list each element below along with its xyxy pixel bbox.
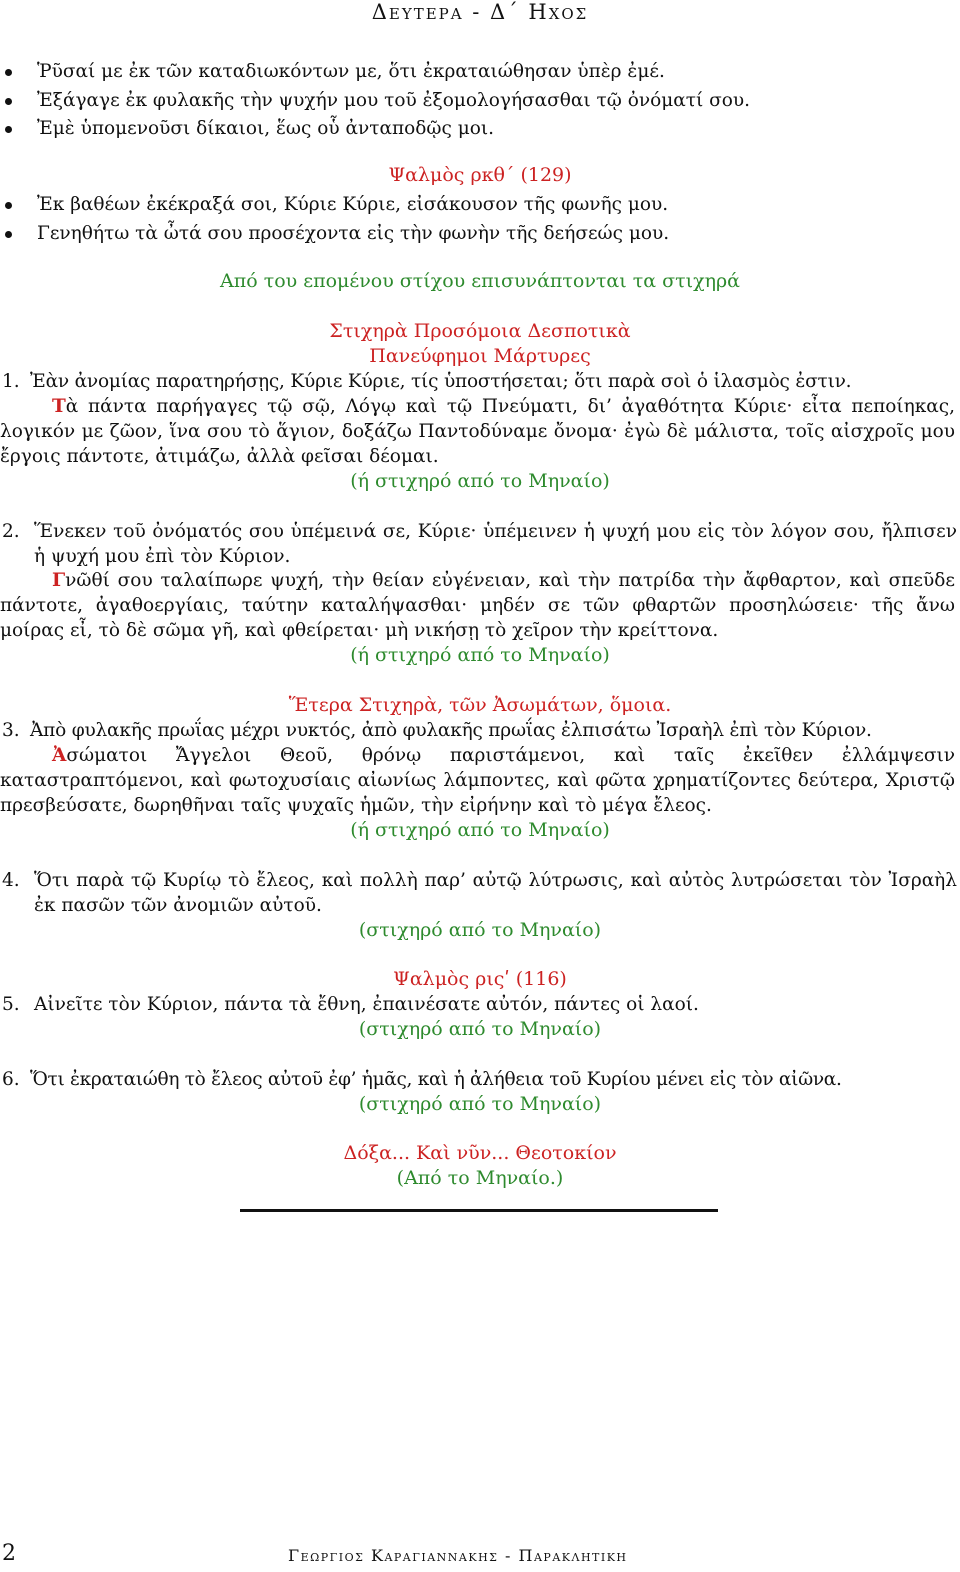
psalm-129-title: Ψαλμὸς ρκθ΄ (129) <box>388 164 572 186</box>
list-item: Γενηθήτω τὰ ὦτά σου προσέχοντα εἰς τὴν φωνὴν τῆς δεήσεώς μου. <box>0 220 960 249</box>
intro-verse-list <box>0 58 960 144</box>
verse-number: 6. <box>2 1069 20 1090</box>
psalm-116-title: Ψαλμὸς ριςʹ (116) <box>393 968 567 990</box>
verse-6 <box>0 1067 957 1092</box>
verse-3 <box>0 718 957 743</box>
verse-4 <box>0 868 957 918</box>
menaion-note: (ή στιχηρό από το Μηναίο) <box>350 644 610 666</box>
drop-initial: Ἀ <box>52 745 67 766</box>
verse-1 <box>0 369 957 394</box>
sticheron-2 <box>0 568 955 643</box>
list-item: Ἐμὲ ὑπομενοῦσι δίκαιοι, ἕως οὗ ἀνταποδῷς μοι. <box>0 115 960 144</box>
verse-number: 1. <box>2 371 20 392</box>
doxa-heading: Δόξα... Καὶ νῦν... Θεοτοκίον <box>343 1142 617 1164</box>
verse-2 <box>0 519 957 569</box>
stichera-title: Στιχηρὰ Προσόμοια Δεσποτικὰ <box>329 320 631 342</box>
sticheron-text: νῶθί σου ταλαίπωρε ψυχή, τὴν θείαν εὐγένειαν, καὶ τὴν πατρίδα τὴν ἄφθαρτον, καὶ σπεῦδε πάντοτε, ἀγαθοεργίαις, ταύτην καταλήψασθαι· μηδέν σε τῶν φθαρτῶν προσηλώσειε· τῆς ἄνω μοίρας εἶ, τὸ δὲ σῶμα γῆ, καὶ φθείρεται· μὴ νικήσῃ τὸ χεῖρον τὴν κρείττονα. <box>0 570 955 641</box>
menaion-note: (ή στιχηρό από το Μηναίο) <box>350 819 610 841</box>
menaion-note: (ή στιχηρό από το Μηναίο) <box>350 470 610 492</box>
verse-number: 2. <box>2 521 20 542</box>
verse-text: Ἕνεκεν τοῦ ὀνόματός σου ὑπέμεινά σε, Κύριε· ὑπέμεινεν ἡ ψυχή μου εἰς τὸν λόγον σου, ἤλπισεν ἡ ψυχή μου ἐπὶ τὸν Κύριον. <box>34 521 957 567</box>
stichera-model: Πανεύφημοι Μάρτυρες <box>369 345 591 367</box>
verse-number: 5. <box>2 994 20 1015</box>
verse-text: Ἀπὸ φυλακῆς πρωΐας μέχρι νυκτός, ἀπὸ φυλακῆς πρωΐας ἐλπισάτω Ἰσραὴλ ἐπὶ τὸν Κύριον. <box>30 720 872 741</box>
page-footer: Γεωργιος Καραγιαννακης - Παρακλητικη <box>288 1546 628 1565</box>
page-number: 2 <box>2 1541 16 1566</box>
sticheron-1 <box>0 394 955 469</box>
sticheron-3 <box>0 743 955 818</box>
psalm-129-verse-list <box>0 191 960 248</box>
verse-5 <box>0 992 957 1017</box>
sticheron-text: σώματοι Ἄγγελοι Θεοῦ, θρόνῳ παριστάμενοι, καὶ ταῖς ἐκεῖθεν ἐλλάμψεσιν καταστραπτόμενοι, καὶ φωτοχυσίαις αἰωνίως λάμποντες, καὶ φῶτα χρηματίζοντες δεύτερα, Χριστῷ πρεσβεύσατε, δωρηθῆναι ταῖς ψυχαῖς ἡμῶν, τὴν εἰρήνην καὶ τὸ μέγα ἔλεος. <box>0 745 955 816</box>
verse-number: 4. <box>2 870 20 891</box>
menaion-note: (στιχηρό από το Μηναίο) <box>358 1093 602 1115</box>
sticheron-text: ὰ πάντα παρήγαγες τῷ σῷ, Λόγῳ καὶ τῷ Πνεύματι, δι’ ἀγαθότητα Κύριε· εἶτα πεποίηκας, λογικόν με ζῶον, ἵνα σου τὸ ἅγιον, δοξάζω Παντοδύναμε ὄνομα· ἐγὼ δὲ μάλιστα, τοῖς αἰσχροῖς μου ἔργοις πάντοτε, ἀτιμάζω, ἀλλὰ φεῖσαι δέομαι. <box>0 396 955 467</box>
rubric-start: Από του επομένου στίχου επισυνάπτονται τα στιχηρά <box>220 270 740 292</box>
page-header: Δευτερα - Δ΄ Ηχος <box>371 0 589 24</box>
verse-text: Ἐὰν ἀνομίας παρατηρήσῃς, Κύριε Κύριε, τίς ὑποστήσεται; ὅτι παρὰ σοὶ ὁ ἱλασμὸς ἐστιν. <box>30 371 852 392</box>
drop-initial: Τ <box>52 396 66 417</box>
menaion-note: (στιχηρό από το Μηναίο) <box>358 919 602 941</box>
menaion-note: (στιχηρό από το Μηναίο) <box>358 1018 602 1040</box>
list-item: Ἐκ βαθέων ἐκέκραξά σοι, Κύριε Κύριε, εἰσάκουσον τῆς φωνῆς μου. <box>0 191 960 220</box>
other-stichera-title: Ἕτερα Στιχηρὰ, τῶν Ἀσωμάτων, ὅμοια. <box>288 694 672 716</box>
verse-text: Ὅτι παρὰ τῷ Κυρίῳ τὸ ἔλεος, καὶ πολλὴ παρ’ αὐτῷ λύτρωσις, καὶ αὐτὸς λυτρώσεται τὸν Ἰσραὴλ ἐκ πασῶν τῶν ἀνομιῶν αὐτοῦ. <box>34 870 957 916</box>
list-item: Ῥῦσαί με ἐκ τῶν καταδιωκόντων με, ὅτι ἐκραταιώθησαν ὑπὲρ ἐμέ. <box>0 58 960 87</box>
verse-number: 3. <box>2 720 20 741</box>
drop-initial: Γ <box>52 570 66 591</box>
list-item: Ἐξάγαγε ἐκ φυλακῆς τὴν ψυχήν μου τοῦ ἐξομολογήσασθαι τῷ ὀνόματί σου. <box>0 87 960 116</box>
divider-rule <box>240 1209 718 1212</box>
verse-text: Ὅτι ἐκραταιώθη τὸ ἔλεος αὐτοῦ ἐφ’ ἡμᾶς, καὶ ἡ ἀλήθεια τοῦ Κυρίου μένει εἰς τὸν αἰῶνα. <box>30 1069 842 1090</box>
verse-text: Αἰνεῖτε τὸν Κύριον, πάντα τὰ ἔθνη, ἐπαινέσατε αὐτόν, πάντες οἱ λαοί. <box>34 994 699 1015</box>
doxa-note: (Από το Μηναίο.) <box>396 1167 564 1189</box>
